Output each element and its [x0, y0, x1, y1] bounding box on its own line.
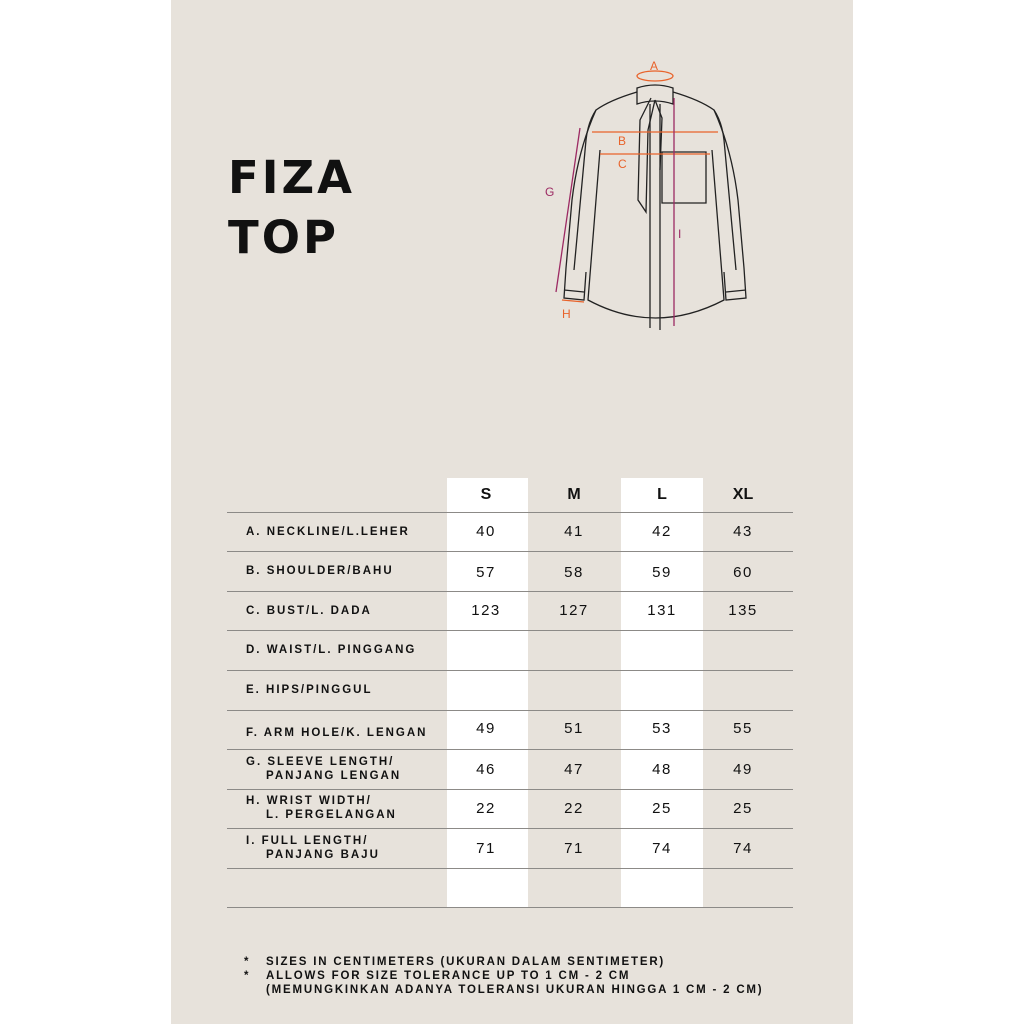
marker-a: A [650, 59, 659, 73]
table-divider [227, 749, 793, 750]
row-label-full-length: I. FULL LENGTH/ PANJANG BAJU [246, 835, 380, 861]
table-divider [227, 630, 793, 631]
product-title-line-1: FIZA [228, 151, 355, 204]
size-notes [244, 955, 763, 997]
table-divider [227, 670, 793, 671]
cell-i-l: 74 [652, 840, 672, 857]
cell-i-m: 71 [564, 840, 584, 857]
shirt-outline [564, 85, 746, 330]
cell-h-l: 25 [652, 800, 672, 817]
row-label-sleeve-length: G. SLEEVE LENGTH/ PANJANG LENGAN [246, 756, 402, 782]
cell-g-s: 46 [476, 761, 496, 778]
cell-g-xl: 49 [733, 761, 753, 778]
cell-g-l: 48 [652, 761, 672, 778]
cell-f-l: 53 [652, 720, 672, 737]
table-divider [227, 551, 793, 552]
note-line: (MEMUNGKINKAN ADANYA TOLERANSI UKURAN HINGGA 1 CM - 2 CM) [266, 984, 764, 996]
cell-i-xl: 74 [733, 840, 753, 857]
size-header-s: S [480, 486, 492, 503]
row-label-shoulder: B. SHOULDER/BAHU [246, 565, 394, 577]
table-divider [227, 868, 793, 869]
cell-a-s: 40 [476, 523, 496, 540]
cell-h-xl: 25 [733, 800, 753, 817]
marker-g: G [545, 185, 555, 199]
cell-i-s: 71 [476, 840, 496, 857]
cell-g-m: 47 [564, 761, 584, 778]
row-label-waist: D. WAIST/L. PINGGANG [246, 644, 417, 656]
cell-b-l: 59 [652, 564, 672, 581]
table-divider [227, 591, 793, 592]
row-label-wrist-width: H. WRIST WIDTH/ L. PERGELANGAN [246, 795, 397, 821]
cell-c-l: 131 [647, 602, 677, 619]
table-divider [227, 512, 793, 513]
marker-i: I [678, 227, 682, 241]
cell-a-xl: 43 [733, 523, 753, 540]
row-label-bust: C. BUST/L. DADA [246, 605, 372, 617]
cell-h-m: 22 [564, 800, 584, 817]
cell-b-s: 57 [476, 564, 496, 581]
cell-c-s: 123 [471, 602, 501, 619]
table-divider [227, 789, 793, 790]
cell-f-xl: 55 [733, 720, 753, 737]
table-divider [227, 828, 793, 829]
garment-measurement-diagram [530, 55, 760, 340]
table-bottom-rule [227, 907, 793, 908]
cell-c-m: 127 [559, 602, 589, 619]
row-label-arm-hole: F. ARM HOLE/K. LENGAN [246, 727, 428, 739]
cell-a-m: 41 [564, 523, 584, 540]
marker-c: C [618, 157, 627, 171]
cell-a-l: 42 [652, 523, 672, 540]
product-title [228, 148, 355, 268]
table-divider [227, 710, 793, 711]
product-title-line-2: TOP [228, 211, 339, 264]
cell-c-xl: 135 [728, 602, 758, 619]
size-header-m: M [567, 486, 581, 503]
cell-f-s: 49 [476, 720, 496, 737]
marker-h: H [562, 307, 571, 321]
note-line: * ALLOWS FOR SIZE TOLERANCE UP TO 1 CM - 2 CM [244, 970, 631, 982]
size-header-xl: XL [732, 486, 754, 503]
cell-b-m: 58 [564, 564, 584, 581]
note-line: * SIZES IN CENTIMETERS (UKURAN DALAM SENTIMETER) [244, 956, 666, 968]
cell-f-m: 51 [564, 720, 584, 737]
cell-h-s: 22 [476, 800, 496, 817]
marker-b: B [618, 134, 627, 148]
row-label-neckline: A. NECKLINE/L.LEHER [246, 526, 410, 538]
size-header-l: L [657, 486, 667, 503]
row-label-hips: E. HIPS/PINGGUL [246, 684, 373, 696]
cell-b-xl: 60 [733, 564, 753, 581]
